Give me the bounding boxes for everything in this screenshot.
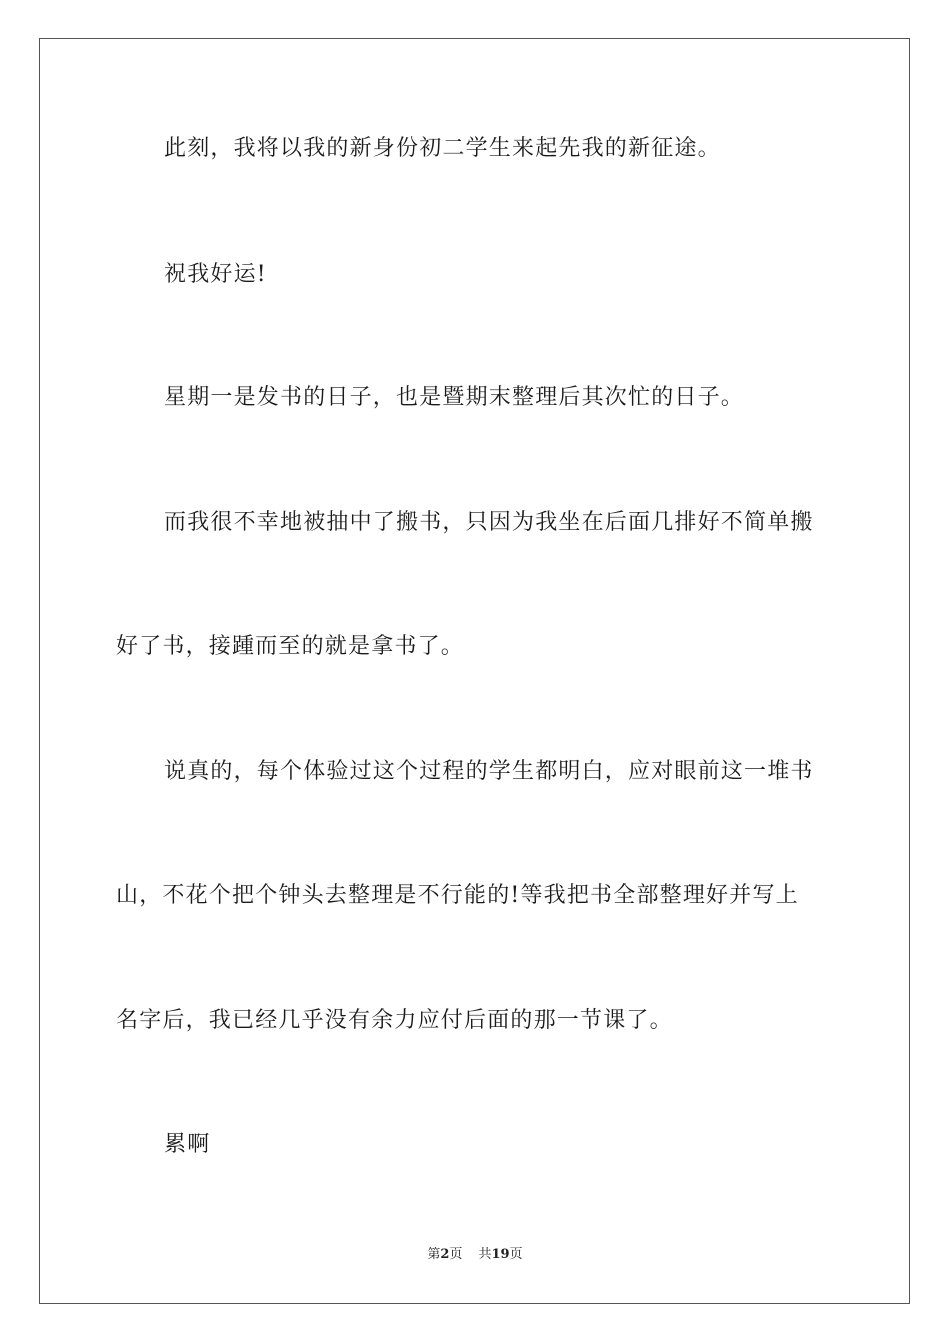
- paragraph-line-7: 山，不花个把个钟头去整理是不行能的!等我把书全部整理好并写上: [116, 883, 799, 908]
- paragraph-line-6: 说真的，每个体验过这个过程的学生都明白，应对眼前这一堆书: [164, 759, 814, 784]
- total-suffix: 页: [509, 1247, 523, 1262]
- page-frame: [39, 38, 910, 1304]
- total-pages: 19: [491, 1247, 510, 1262]
- paragraph-line-2: 祝我好运!: [164, 262, 267, 287]
- paragraph-line-3: 星期一是发书的日子，也是暨期末整理后其次忙的日子。: [164, 385, 745, 410]
- page-prefix: 第: [427, 1247, 441, 1262]
- page-footer: [0, 1246, 950, 1264]
- page-number: 2: [440, 1247, 450, 1262]
- paragraph-line-5: 好了书，接踵而至的就是拿书了。: [116, 634, 465, 659]
- total-prefix: 共: [478, 1247, 492, 1262]
- paragraph-line-1: 此刻，我将以我的新身份初二学生来起先我的新征途。: [164, 136, 721, 161]
- paragraph-line-8: 名字后，我已经几乎没有余力应付后面的那一节课了。: [116, 1008, 673, 1033]
- page-suffix: 页: [449, 1247, 463, 1262]
- paragraph-line-4: 而我很不幸地被抽中了搬书，只因为我坐在后面几排好不简单搬: [164, 510, 814, 535]
- paragraph-line-9: 累啊: [164, 1132, 211, 1157]
